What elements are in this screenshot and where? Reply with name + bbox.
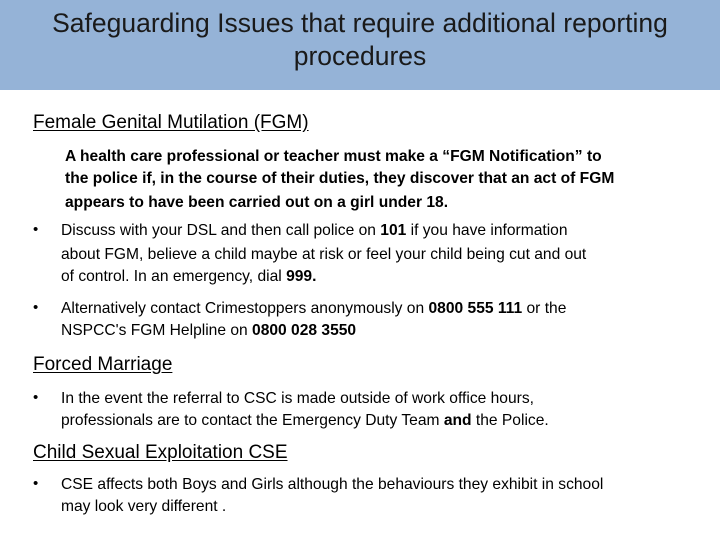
fgm-bullet-1-line-1: Discuss with your DSL and then call police on 101 if you have information xyxy=(61,222,568,239)
bullet-marker: • xyxy=(33,221,39,238)
forced-marriage-bullet-line-2: professionals are to contact the Emergency Duty Team and the Police. xyxy=(61,412,549,429)
fgm-lead-line-3: appears to have been carried out on a girl under 18. xyxy=(65,194,449,211)
fgm-bullet-1-line-2: about FGM, believe a child maybe at risk or feel your child being cut and out xyxy=(61,246,587,263)
cse-bullet-line-2: may look very different . xyxy=(61,498,227,515)
fgm-lead-line-1: A health care professional or teacher must make a “FGM Notification” to xyxy=(65,148,602,165)
section-title-cse: Child Sexual Exploitation CSE xyxy=(33,442,288,463)
section-title-forced-marriage: Forced Marriage xyxy=(33,354,173,375)
fgm-bullet-2-line-2: NSPCC's FGM Helpline on 0800 028 3550 xyxy=(61,322,357,339)
section-title-fgm: Female Genital Mutilation (FGM) xyxy=(33,112,309,133)
forced-marriage-bullet-line-1: In the event the referral to CSC is made outside of work office hours, xyxy=(61,390,534,407)
fgm-lead-line-2: the police if, in the course of their duties, they discover that an act of FGM xyxy=(65,170,615,187)
fgm-bullet-1-line-3: of control. In an emergency, dial 999. xyxy=(61,268,317,285)
bullet-marker: • xyxy=(33,475,39,492)
cse-bullet-line-1: CSE affects both Boys and Girls although the behaviours they exhibit in school xyxy=(61,476,604,493)
slide-header xyxy=(0,0,720,90)
fgm-bullet-2-line-1: Alternatively contact Crimestoppers anonymously on 0800 555 111 or the xyxy=(61,300,567,317)
slide-title: Safeguarding Issues that require additional reporting procedures xyxy=(52,8,668,71)
bullet-marker: • xyxy=(33,389,39,406)
bullet-marker: • xyxy=(33,299,39,316)
